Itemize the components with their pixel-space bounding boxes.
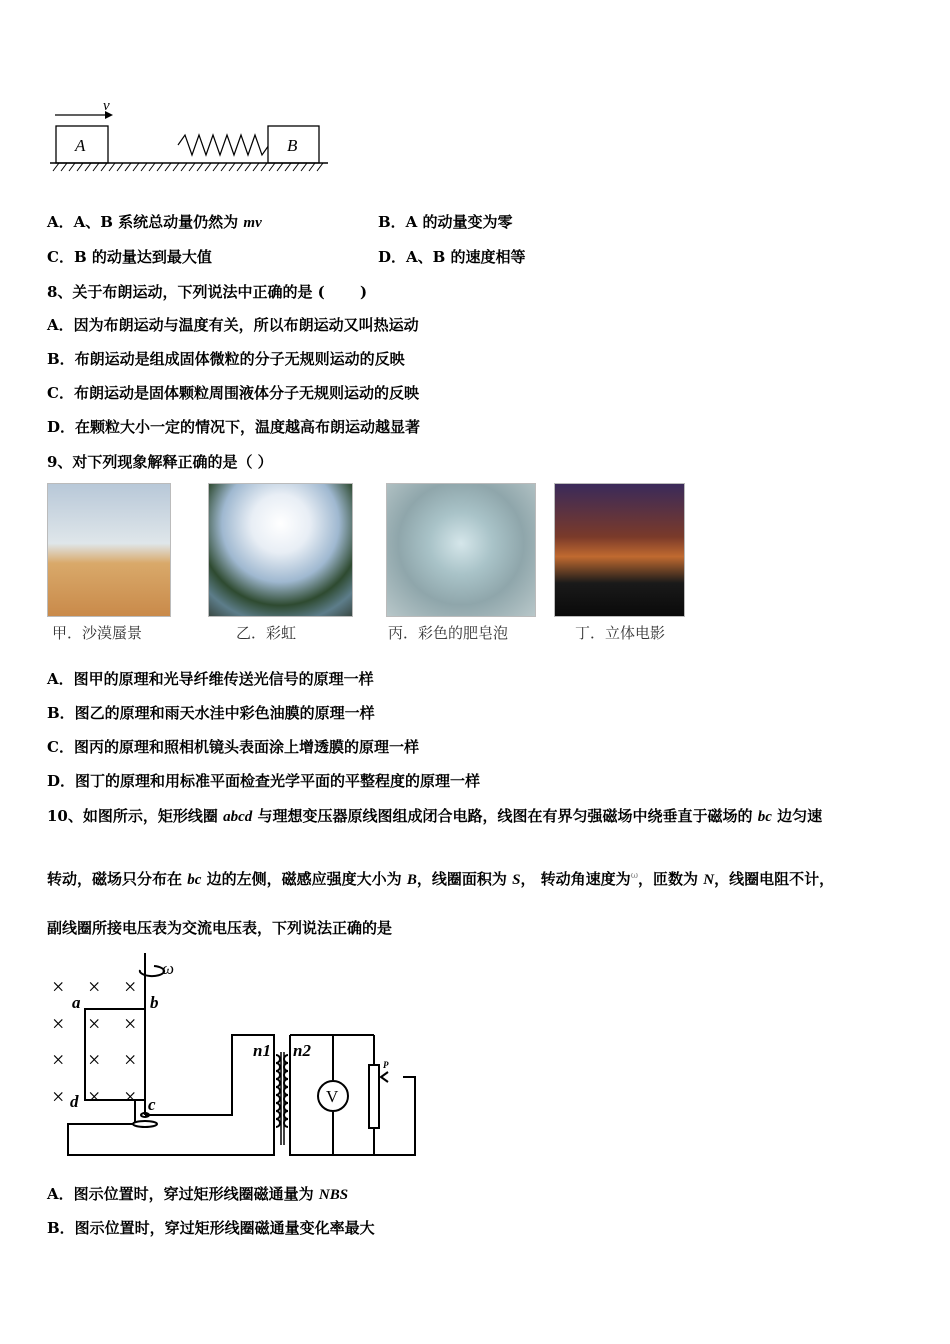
block-b-label: B <box>287 136 298 155</box>
text: 边匀速 <box>771 807 823 825</box>
option-var: NBS <box>318 1187 349 1203</box>
q10-stem-line2 <box>47 868 834 889</box>
text: 10、如图所示，矩形线圈 <box>47 807 224 825</box>
block-a-label: A <box>75 136 86 155</box>
svg-text:×: × <box>88 974 101 999</box>
q9-option-a[interactable]: A．图甲的原理和光导纤维传送光信号的原理一样 <box>47 670 374 688</box>
omega-symbol: ω <box>630 871 639 881</box>
magnetic-field-crosses <box>52 974 136 1109</box>
spring <box>178 135 269 155</box>
q8-option-c[interactable]: C．布朗运动是固体颗粒周围液体分子无规则运动的反映 <box>47 384 419 402</box>
omega-label: ω <box>162 959 175 978</box>
option-var: mv <box>243 215 262 231</box>
slider-p-label: P <box>383 1060 389 1070</box>
corner-c-label: c <box>148 1095 156 1114</box>
var: abcd <box>223 809 253 825</box>
q10-stem-line3: 副线圈所接电压表为交流电压表，下列说法正确的是 <box>47 919 393 937</box>
text: 与理想变压器原线图组成闭合电路，线图在有界匀强磁场中绕垂直于磁场的 <box>252 807 758 825</box>
velocity-label: v <box>103 98 110 114</box>
caption-ding: 丁．立体电影 <box>575 624 666 642</box>
svg-text:×: × <box>124 974 137 999</box>
q7-option-c[interactable]: C．B 的动量达到最大值 <box>47 248 212 266</box>
svg-text:×: × <box>88 1011 101 1036</box>
photo-desert-mirage <box>47 483 171 617</box>
q9-option-d[interactable]: D．图丁的原理和用标准平面检查光学平面的平整程度的原理一样 <box>47 772 481 790</box>
var: N <box>703 872 715 888</box>
voltmeter-label: V <box>326 1087 339 1106</box>
q9-option-b[interactable]: B．图乙的原理和雨天水洼中彩色油膜的原理一样 <box>47 704 375 722</box>
caption-jia: 甲．沙漠蜃景 <box>52 624 143 642</box>
svg-text:×: × <box>124 1084 137 1109</box>
q9-option-c[interactable]: C．图丙的原理和照相机镜头表面涂上增透膜的原理一样 <box>47 738 419 756</box>
q8-stem: 8、关于布朗运动，下列说法中正确的是 ( ) <box>47 283 368 301</box>
transformer-circuit-figure <box>40 950 420 1170</box>
photo-rainbow <box>208 483 353 617</box>
text: ， 转动角速度为 <box>520 870 631 888</box>
text: ，匝数为 <box>638 870 704 888</box>
corner-b-label: b <box>150 993 159 1012</box>
caption-bing: 丙．彩色的肥皂泡 <box>388 624 509 642</box>
text: ，线圈面积为 <box>416 870 513 888</box>
var: bc <box>187 872 202 888</box>
q10-stem-line1 <box>47 805 822 826</box>
q8-option-a[interactable]: A．因为布朗运动与温度有关，所以布朗运动又叫热运动 <box>47 316 419 334</box>
caption-yi: 乙．彩虹 <box>236 624 297 642</box>
corner-a-label: a <box>72 993 81 1012</box>
svg-text:×: × <box>124 1011 137 1036</box>
q10-option-a[interactable] <box>47 1183 348 1204</box>
var: S <box>512 872 521 888</box>
svg-text:×: × <box>124 1047 137 1072</box>
collision-figure <box>45 95 335 175</box>
svg-text:×: × <box>52 1047 65 1072</box>
var: bc <box>757 809 772 825</box>
text: 转动，磁场只分布在 <box>47 870 188 888</box>
q10-option-b[interactable]: B．图示位置时，穿过矩形线圈磁通量变化率最大 <box>47 1219 375 1237</box>
n1-label: n1 <box>253 1041 271 1060</box>
option-text: A．A、B 系统总动量仍然为 <box>47 213 244 231</box>
var: B <box>406 872 417 888</box>
svg-text:×: × <box>88 1047 101 1072</box>
option-text: A．图示位置时，穿过矩形线圈磁通量为 <box>47 1185 319 1203</box>
svg-text:×: × <box>52 1011 65 1036</box>
q7-option-b[interactable]: B．A 的动量变为零 <box>378 213 513 231</box>
q7-option-a[interactable] <box>47 211 262 232</box>
q8-option-d[interactable]: D．在颗粒大小一定的情况下，温度越高布朗运动越显著 <box>47 418 421 436</box>
text: ，线圈电阻不计， <box>714 870 835 888</box>
n2-label: n2 <box>293 1041 311 1060</box>
q8-option-b[interactable]: B．布朗运动是组成固体微粒的分子无规则运动的反映 <box>47 350 405 368</box>
corner-d-label: d <box>70 1092 79 1111</box>
photo-soap-bubble <box>386 483 536 617</box>
svg-text:×: × <box>52 1084 65 1109</box>
q7-option-d[interactable]: D．A、B 的速度相等 <box>378 248 526 266</box>
svg-text:×: × <box>88 1084 101 1109</box>
photo-3d-movie <box>554 483 685 617</box>
text: 边的左侧，磁感应强度大小为 <box>201 870 407 888</box>
svg-text:×: × <box>52 974 65 999</box>
q9-stem: 9、对下列现象解释正确的是（ ） <box>47 453 273 471</box>
